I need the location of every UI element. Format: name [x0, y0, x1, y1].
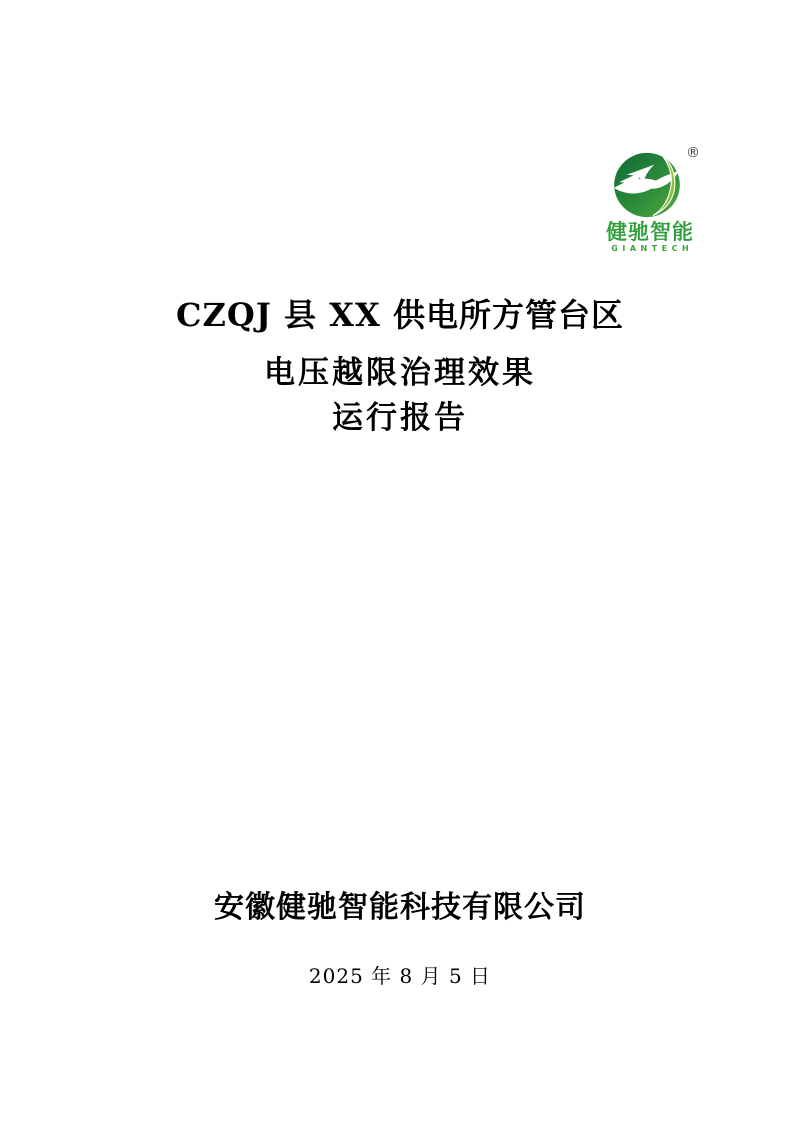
report-title-line2: 电压越限治理效果	[264, 355, 536, 391]
report-title-line3: 运行报告	[332, 400, 468, 436]
company-name: 安徽健驰智能科技有限公司	[214, 890, 586, 925]
company-logo	[597, 146, 703, 253]
registered-trademark-icon: ®	[686, 145, 700, 161]
logo-globe	[597, 146, 703, 220]
logo-name-en: GIANTECH	[611, 244, 694, 253]
logo-name-cn: 健驰智能	[606, 220, 694, 244]
globe-bird-icon	[609, 150, 685, 220]
report-date: 2025 年 8 月 5 日	[308, 964, 492, 988]
report-title-line1: CZQJ 县 XX 供电所方管台区	[176, 296, 624, 334]
